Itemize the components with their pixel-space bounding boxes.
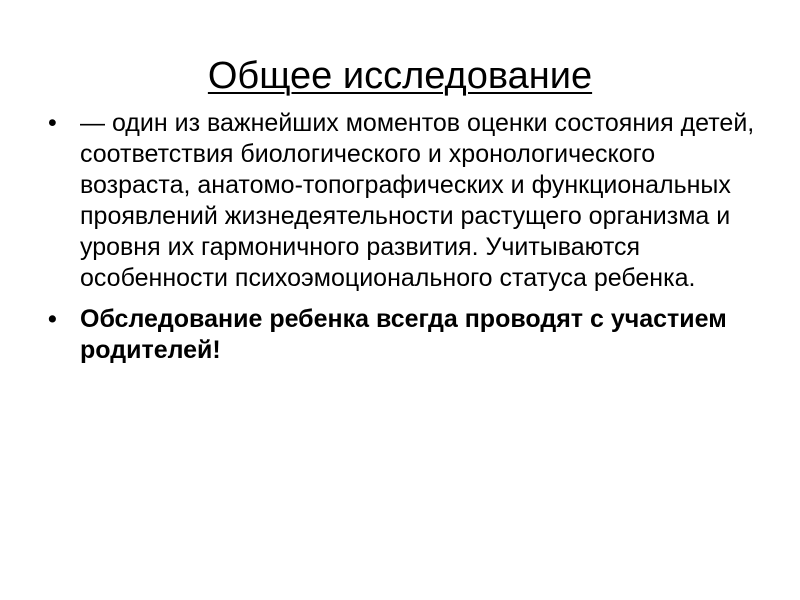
bullet-list	[48, 108, 758, 376]
bullet-text-parents-note: Обследование ребенка всегда проводят с участием родителей!	[80, 305, 727, 364]
bullet-item-definition	[48, 108, 758, 294]
bullet-icon: •	[48, 109, 57, 137]
bullet-text-definition: — один из важнейших моментов оценки состояния детей, соответствия биологического и хронологического возраста, анатомо-топографических и функциональных проявлений жизнедеятельности растущего организма и уровня их гармоничного развития. Учитываются особенности психоэмоционального статуса ребенка.	[80, 109, 755, 292]
slide-title-text: Общее исследование	[207, 55, 593, 97]
bullet-icon: •	[48, 305, 57, 333]
bullet-item-parents-note	[48, 304, 758, 366]
slide-title	[0, 52, 800, 100]
